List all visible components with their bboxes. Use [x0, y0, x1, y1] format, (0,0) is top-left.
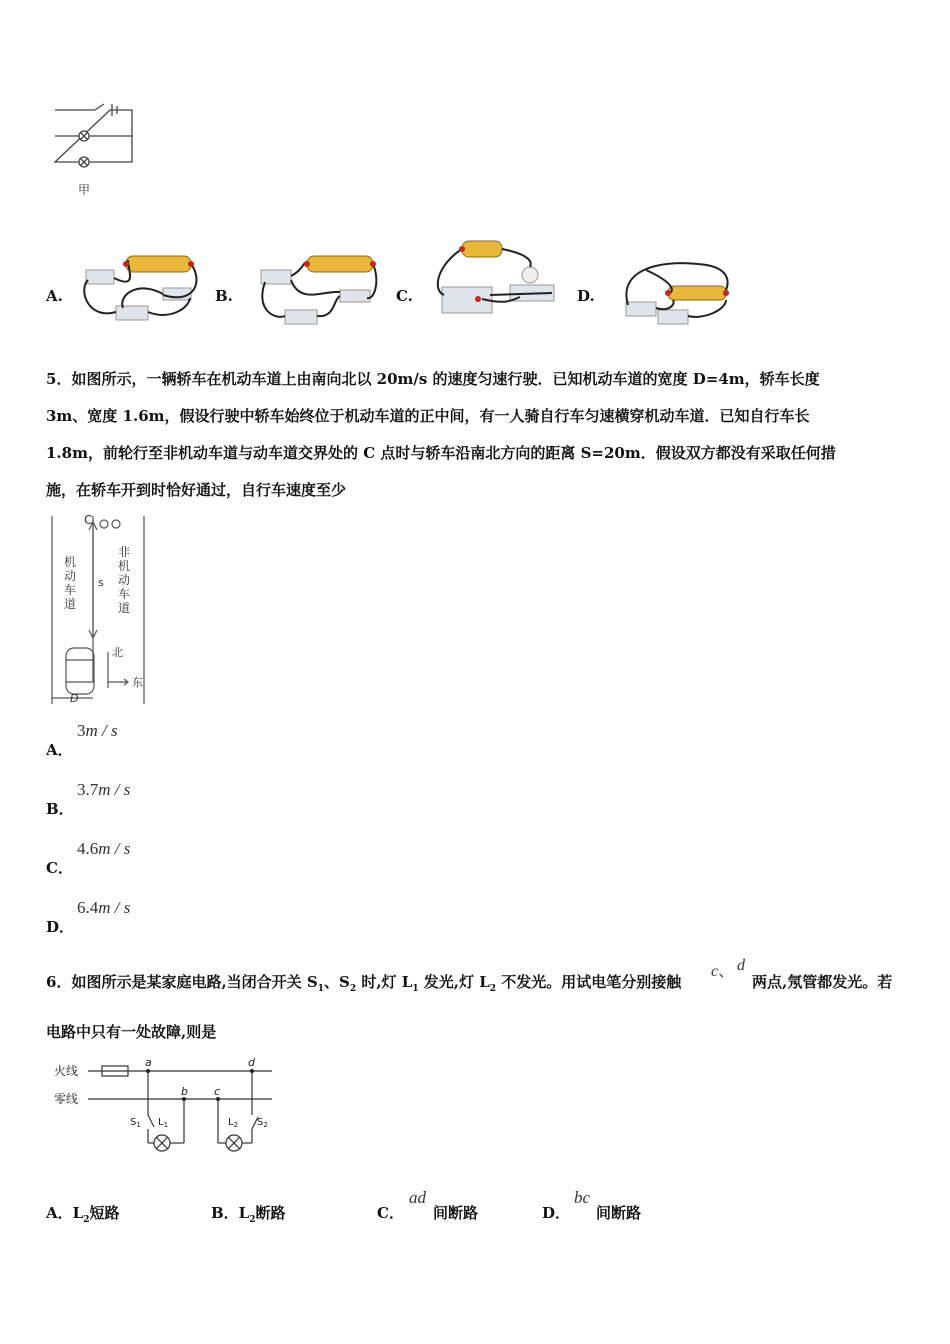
q5-fig-non-motor-lane: 非机动车道: [118, 545, 131, 615]
q5-line: 3m、宽度 1.6m，假设行驶中轿车始终位于机动车道的正中间，有一人骑自行车匀速横穿机动车道．已知自行车长: [46, 407, 810, 425]
q6-text: 发光,灯 L: [418, 973, 490, 991]
q5-fig-distance: s: [98, 576, 104, 589]
option-label: D．: [46, 918, 75, 936]
q6-fig-neutral-wire: 零线: [54, 1092, 79, 1106]
q6-fig-a: a: [145, 1056, 152, 1069]
q6-sub: 1: [317, 984, 324, 994]
q5-line: 施，在轿车开到时恰好通过，自行车速度至少: [46, 481, 347, 499]
option-unit: m / s: [98, 780, 131, 799]
option-value: 4.6: [77, 839, 99, 858]
q5-fig-width: D: [70, 692, 79, 705]
q6-number: 6: [46, 973, 57, 991]
q5-line: 1.8m，前轮行至非机动车道与动车道交界处的 C 点时与轿车沿南北方向的距离 S=20m．假设双方都没有采取任何措: [46, 444, 836, 462]
q6-sub: 2: [349, 984, 357, 994]
q6-math: d: [737, 957, 745, 974]
option-label: C．: [46, 859, 73, 877]
q6-text-end: 两点,氖管都发光。若: [752, 973, 893, 991]
question-5-text: [46, 361, 916, 509]
q6-text: ．如图所示是某家庭电路,当闭合开关 S: [56, 973, 318, 991]
q4-option-d-label[interactable]: D.: [577, 287, 595, 305]
option-unit: m / s: [98, 839, 131, 858]
q6-fig-s2: $S_2$: [257, 1117, 268, 1129]
option-text: 断路: [255, 1204, 286, 1222]
option-label: A．: [46, 741, 73, 759]
option-label: B．L: [211, 1204, 250, 1222]
q6-math-sep: 、: [718, 963, 735, 980]
q5-line: ．如图所示，一辆轿车在机动车道上由南向北以 20m/s 的速度匀速行驶．已知机动车道的宽度 D=4m，轿车长度: [56, 370, 820, 388]
option-label: B．: [46, 800, 74, 818]
option-math: bc: [574, 1188, 591, 1207]
question-6-line-2: 电路中只有一处故障,则是: [46, 1023, 217, 1041]
option-unit: m / s: [98, 898, 131, 917]
q4-option-b-image[interactable]: [255, 250, 380, 330]
option-value: 6.4: [77, 898, 99, 917]
option-text: 短路: [89, 1204, 120, 1222]
q6-fig-c: c: [214, 1085, 221, 1098]
q5-fig-point-c: C: [84, 513, 93, 527]
option-sub: 2: [83, 1215, 90, 1225]
q6-fig-s1: $S_1$: [130, 1117, 141, 1129]
q6-point-d: [737, 957, 745, 975]
q6-fig-live-wire: 火线: [54, 1064, 79, 1078]
option-label: C．: [377, 1204, 404, 1222]
option-label: D．: [542, 1204, 571, 1222]
q6-sub: 2: [489, 984, 497, 994]
q6-fig-l1: $L_1$: [158, 1117, 169, 1129]
q6-sub: 1: [412, 984, 419, 994]
q5-number: 5: [46, 370, 57, 388]
q6-math: c: [711, 963, 719, 980]
q5-fig-north: 北: [112, 646, 123, 659]
q6-text: 不发光。用试电笔分别接触: [496, 973, 682, 991]
option-sub: 2: [249, 1215, 256, 1225]
option-value: 3.7: [77, 780, 99, 799]
q4-option-a-label[interactable]: A.: [46, 287, 63, 305]
q6-text: 、S: [323, 973, 350, 991]
q6-point-c: [711, 958, 734, 981]
q6-option-b[interactable]: [211, 1202, 286, 1225]
q6-household-circuit-diagram: [50, 1055, 280, 1165]
q4-option-b-label[interactable]: B.: [215, 287, 233, 305]
q5-fig-motor-lane: 机动车道: [64, 555, 77, 611]
option-label: A．L: [46, 1204, 84, 1222]
option-unit: m / s: [85, 721, 118, 740]
q4-option-d-image[interactable]: [618, 250, 733, 330]
circuit-diagram-jia: [50, 100, 140, 200]
question-6-line-1: [46, 964, 681, 1008]
q6-fig-l2: $L_2$: [228, 1117, 239, 1129]
option-value: 3: [77, 721, 86, 740]
q6-fig-b: b: [181, 1085, 188, 1098]
option-text: 间断路: [596, 1204, 642, 1222]
fig-jia-caption: 甲: [77, 183, 91, 197]
option-math: ad: [409, 1188, 426, 1207]
q4-option-c-label[interactable]: C.: [396, 287, 413, 305]
q6-text: 时,灯 L: [356, 973, 413, 991]
option-text: 间断路: [433, 1204, 479, 1222]
q4-option-a-image[interactable]: [78, 250, 198, 330]
q6-option-a[interactable]: [46, 1202, 119, 1225]
q4-option-c-image[interactable]: [432, 235, 562, 325]
q5-road-diagram: [44, 512, 156, 708]
q6-fig-d: d: [248, 1056, 255, 1069]
q5-fig-east: 东: [132, 676, 143, 689]
